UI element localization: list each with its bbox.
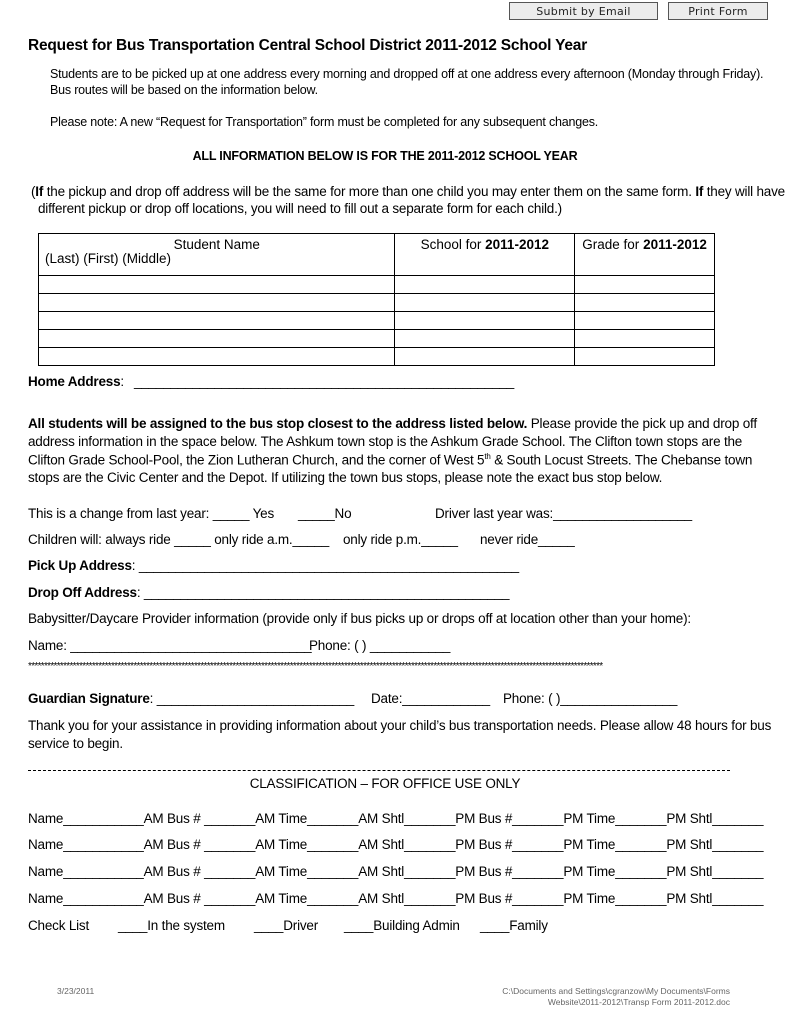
assign-rest: Please provide the pick up and drop off bbox=[527, 416, 757, 431]
student-name-cell[interactable] bbox=[39, 276, 395, 294]
table-row bbox=[39, 312, 715, 330]
pickup-note-line-1 bbox=[31, 184, 785, 199]
assign-line-4: stops are the Civic Center and the Depot. If utilizing the town bus stops, please note the exact bus stop below. bbox=[28, 470, 663, 485]
ride-never-field[interactable]: never ride_____ bbox=[480, 532, 575, 547]
grade-header-prefix: Grade for bbox=[582, 237, 644, 252]
table-row bbox=[39, 330, 715, 348]
assign-line-3 bbox=[28, 452, 752, 468]
print-form-button[interactable]: Print Form bbox=[668, 2, 768, 20]
footer-date: 3/23/2011 bbox=[57, 986, 95, 996]
school-cell[interactable] bbox=[395, 294, 575, 312]
if-text: If bbox=[695, 184, 704, 199]
pickup-address-label: Pick Up Address bbox=[28, 558, 132, 573]
checklist-in-system[interactable]: ____In the system bbox=[118, 918, 225, 933]
table-row bbox=[39, 294, 715, 312]
pickup-note-line-2: different pickup or drop off locations, you will need to fill out a separate form for each child.) bbox=[38, 201, 562, 216]
star-divider: ************************************************************************************************************************************************************************************ bbox=[28, 661, 603, 672]
dropoff-colon: : bbox=[136, 585, 141, 600]
guardian-phone-field[interactable]: Phone: ( )________________ bbox=[503, 691, 678, 706]
office-row[interactable]: Name___________AM Bus # _______AM Time_______AM Shtl_______PM Bus #_______PM Time_______PM Shtl_______ bbox=[28, 837, 764, 852]
footer-path-1: C:\Documents and Settings\cgranzow\My Documents\Forms bbox=[502, 986, 730, 996]
ride-options-field[interactable]: Children will: always ride _____ only ride a.m._____ bbox=[28, 532, 330, 547]
assign-line-2: address information in the space below. The Ashkum town stop is the Ashkum Grade School. The Clifton town stops are the bbox=[28, 434, 743, 449]
school-header-year: 2011-2012 bbox=[485, 237, 549, 252]
intro-note: Please note: A new “Request for Transportation” form must be completed for any subsequent changes. bbox=[50, 115, 599, 129]
change-no-field[interactable]: _____No bbox=[298, 506, 352, 521]
grade-cell[interactable] bbox=[575, 330, 715, 348]
student-name-title: Student Name bbox=[173, 237, 260, 252]
student-name-subtitle: (Last) (First) (Middle) bbox=[45, 251, 172, 266]
ride-pm-field[interactable]: only ride p.m._____ bbox=[343, 532, 458, 547]
home-address-colon: : bbox=[120, 374, 124, 389]
dropoff-address-row bbox=[28, 585, 509, 600]
office-row[interactable]: Name___________AM Bus # _______AM Time_______AM Shtl_______PM Bus #_______PM Time_______PM Shtl_______ bbox=[28, 891, 764, 906]
all-info-heading: ALL INFORMATION BELOW IS FOR THE 2011-2012 SCHOOL YEAR bbox=[192, 149, 578, 163]
office-row[interactable]: Name___________AM Bus # _______AM Time_______AM Shtl_______PM Bus #_______PM Time_______PM Shtl_______ bbox=[28, 864, 764, 879]
office-row[interactable]: Name___________AM Bus # _______AM Time_______AM Shtl_______PM Bus #_______PM Time_______PM Shtl_______ bbox=[28, 811, 764, 826]
open-paren: ( bbox=[31, 184, 36, 199]
assign-line-3a: Clifton Grade School-Pool, the Zion Lutheran Church, and the corner of West 5 bbox=[28, 452, 485, 468]
grade-cell[interactable] bbox=[575, 312, 715, 330]
school-header bbox=[395, 234, 575, 276]
dropoff-address-label: Drop Off Address bbox=[28, 585, 137, 600]
if-text: If bbox=[35, 184, 44, 199]
student-name-cell[interactable] bbox=[39, 348, 395, 366]
thanks-line-2: service to begin. bbox=[28, 736, 123, 751]
assign-line-3b: & South Locust Streets. The Chebanse town bbox=[490, 452, 753, 468]
grade-cell[interactable] bbox=[575, 294, 715, 312]
page-title: Request for Bus Transportation Central School District 2011-2012 School Year bbox=[28, 37, 588, 54]
pickup-address-row bbox=[28, 558, 519, 573]
pickup-note-part-2: they will have bbox=[703, 184, 785, 199]
school-header-prefix: School for bbox=[420, 237, 486, 252]
school-cell[interactable] bbox=[395, 348, 575, 366]
grade-cell[interactable] bbox=[575, 276, 715, 294]
office-divider bbox=[28, 770, 730, 771]
pickup-note-part-1: the pickup and drop off address will be the same for more than one child you may enter them on the same form. bbox=[43, 184, 696, 199]
student-name-header bbox=[39, 234, 395, 276]
footer-path-2: Website\2011-2012\Transp Form 2011-2012.doc bbox=[547, 997, 730, 1007]
babysitter-info: Babysitter/Daycare Provider information (provide only if bus picks up or drops off at location other than your home): bbox=[28, 611, 691, 626]
student-name-cell[interactable] bbox=[39, 330, 395, 348]
pickup-colon: : bbox=[131, 558, 136, 573]
babysitter-name-field[interactable]: Name: _________________________________ bbox=[28, 638, 312, 653]
student-name-cell[interactable] bbox=[39, 312, 395, 330]
checklist-driver[interactable]: ____Driver bbox=[254, 918, 319, 933]
submit-by-email-button[interactable]: Submit by Email bbox=[509, 2, 658, 20]
home-address-field[interactable]: ____________________________________________________ bbox=[134, 374, 515, 389]
assign-line-1 bbox=[28, 416, 757, 431]
grade-cell[interactable] bbox=[575, 348, 715, 366]
pickup-address-field[interactable]: ____________________________________________________ bbox=[135, 558, 519, 573]
grade-header bbox=[575, 234, 715, 276]
checklist-building-admin[interactable]: ____Building Admin bbox=[344, 918, 460, 933]
guardian-signature-field[interactable]: : ___________________________ bbox=[149, 691, 355, 706]
school-cell[interactable] bbox=[395, 330, 575, 348]
table-header-row bbox=[39, 234, 715, 276]
guardian-signature-row bbox=[28, 691, 354, 706]
babysitter-phone-field[interactable]: Phone: ( ) ___________ bbox=[309, 638, 451, 653]
guardian-signature-label: Guardian Signature bbox=[28, 691, 150, 706]
dropoff-address-field[interactable]: __________________________________________________ bbox=[140, 585, 510, 600]
driver-last-year-field[interactable]: Driver last year was:___________________ bbox=[435, 506, 692, 521]
student-name-cell[interactable] bbox=[39, 294, 395, 312]
home-address-row bbox=[28, 374, 124, 389]
table-row bbox=[39, 276, 715, 294]
assign-bold: All students will be assigned to the bus stop closest to the address listed below. bbox=[28, 416, 528, 431]
school-cell[interactable] bbox=[395, 312, 575, 330]
student-table bbox=[38, 233, 715, 366]
table-row bbox=[39, 348, 715, 366]
guardian-date-field[interactable]: Date:____________ bbox=[371, 691, 490, 706]
assign-sup: th bbox=[484, 452, 491, 461]
checklist-label: Check List bbox=[28, 918, 90, 933]
change-yes-field[interactable]: This is a change from last year: _____ Yes bbox=[28, 506, 274, 521]
checklist-family[interactable]: ____Family bbox=[480, 918, 548, 933]
home-address-label: Home Address bbox=[28, 374, 121, 389]
school-cell[interactable] bbox=[395, 276, 575, 294]
grade-header-year: 2011-2012 bbox=[643, 237, 707, 252]
intro-line-2: Bus routes will be based on the information below. bbox=[50, 83, 318, 97]
intro-line-1: Students are to be picked up at one address every morning and dropped off at one address every afternoon (Monday through Friday). bbox=[50, 67, 764, 81]
thanks-line-1: Thank you for your assistance in providing information about your child’s bus transportation needs. Please allow 48 hours for bus bbox=[28, 718, 772, 733]
classification-heading: CLASSIFICATION – FOR OFFICE USE ONLY bbox=[249, 776, 521, 791]
